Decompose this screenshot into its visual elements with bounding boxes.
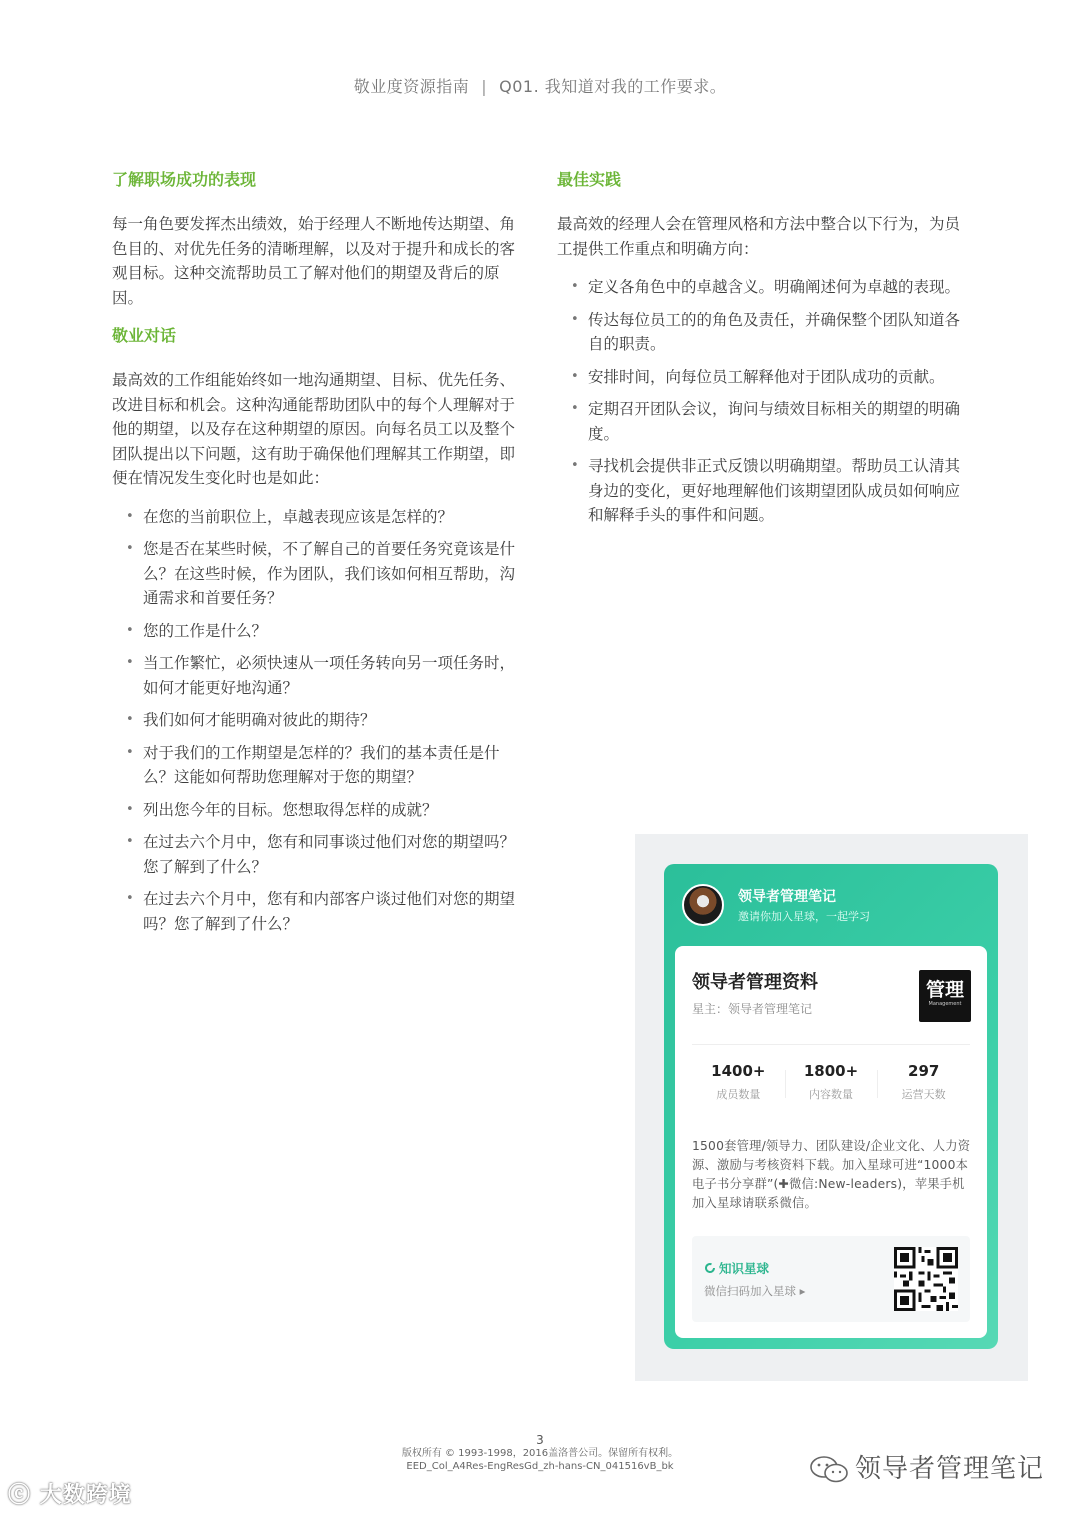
- best-practice-intro: 最高效的经理人会在管理风格和方法中整合以下行为，为员工提供工作重点和明确方向：: [557, 215, 961, 258]
- list-item: • 您是否在某些时候，不了解自己的首要任务究竟该是什么？在这些时候，作为团队，我们该如何相互帮助，沟通需求和首要任务？: [112, 537, 522, 611]
- planet-title: 领导者管理资料: [692, 972, 818, 993]
- list-item: • 您的工作是什么？: [112, 619, 522, 644]
- list-item: • 我们如何才能明确对彼此的期待？: [112, 708, 522, 733]
- scan-to-join[interactable]: 微信扫码加入星球 ▸: [704, 1284, 806, 1298]
- left-column: [112, 168, 522, 944]
- brand-label: 知识星球: [719, 1261, 770, 1276]
- section-paragraph-dialogue: 最高效的工作组能始终如一地沟通期望、目标、优先任务、改进目标和机会。这种沟通能帮助团队中的每个人理解对于他的期望，以及存在这种期望的原因。向每名员工以及整个团队提出以下问题，这有助于确保他们理解其工作期望，即便在情况发生变化时也是如此：: [112, 371, 516, 487]
- zsxq-brand: [704, 1259, 769, 1277]
- stat-value: 297: [908, 1062, 940, 1080]
- section-paragraph-success: 每一角色要发挥杰出绩效，始于经理人不断地传达期望、角色目的、对优先任务的清晰理解，以及对于提升和成长的客观目标。这种交流帮助员工了解对他们的期望及背后的原因。: [112, 215, 516, 307]
- section-heading-dialogue: 敬业对话: [112, 326, 177, 345]
- page-number: 3: [536, 1433, 544, 1447]
- stat-label: 内容数量: [809, 1088, 853, 1101]
- divider: [692, 1044, 970, 1045]
- stat-days: [877, 1062, 970, 1102]
- planet-description: 1500套管理/领导力、团队建设/企业文化、人力资源、激励与考核资料下载。加入星球可进“1000本电子书分享群”(✚微信:New-leaders)，苹果手机加入星球请联系微信。: [692, 1139, 971, 1210]
- doc-code: EED_Col_A4Res-EngResGd_zh-hans-CN_041516vB_bk: [406, 1461, 674, 1472]
- copyright-text: 版权所有 © 1993-1998，2016盖洛普公司。保留所有权利。: [401, 1448, 679, 1459]
- watermark-account: [809, 1448, 1044, 1485]
- watermark-source: [8, 1478, 132, 1509]
- section-heading-best-practice: 最佳实践: [557, 170, 622, 189]
- header-separator: |: [481, 77, 488, 96]
- list-item: • 定义各角色中的卓越含义。明确阐述何为卓越的表现。: [557, 275, 967, 300]
- join-box[interactable]: [692, 1236, 970, 1322]
- watermark-account-name: 领导者管理笔记: [854, 1454, 1044, 1484]
- account-tagline: 邀请你加入星球，一起学习: [738, 910, 870, 923]
- section-heading-success: 了解职场成功的表现: [112, 170, 257, 189]
- wechat-icon: [809, 1455, 849, 1485]
- stat-value: 1400+: [711, 1062, 766, 1080]
- weibo-icon: ⓒ: [8, 1483, 32, 1508]
- page-header: [0, 74, 1080, 97]
- management-logo: [919, 970, 971, 1022]
- question-title: Q01. 我知道对我的工作要求。: [499, 77, 727, 96]
- stat-label: 成员数量: [716, 1088, 761, 1101]
- list-item: • 在过去六个月中，您有和内部客户谈过他们对您的期望吗？您了解到了什么？: [112, 887, 522, 936]
- list-item: • 定期召开团队会议，询问与绩效目标相关的期望的明确度。: [557, 397, 967, 446]
- logo-sub-text: Management: [928, 1001, 962, 1007]
- stat-label: 运营天数: [901, 1088, 946, 1101]
- avatar: [682, 884, 724, 926]
- list-item: • 传达每位员工的的角色及责任，并确保整个团队知道各自的职责。: [557, 308, 967, 357]
- list-item: • 在过去六个月中，您有和同事谈过他们对您的期望吗？您了解到了什么？: [112, 830, 522, 879]
- list-item: • 在您的当前职位上，卓越表现应该是怎样的？: [112, 505, 522, 530]
- qr-code-icon[interactable]: [894, 1247, 958, 1311]
- logo-main-text: 管理: [925, 979, 964, 1001]
- planet-info-box: [675, 946, 987, 1338]
- planet-owner: 星主：领导者管理笔记: [692, 1002, 813, 1016]
- watermark-source-name: 大数跨境: [39, 1483, 132, 1508]
- refresh-icon: [704, 1262, 716, 1274]
- planet-invite-card[interactable]: [664, 864, 998, 1349]
- question-list: [112, 505, 522, 937]
- planet-stats: [692, 1062, 970, 1102]
- list-item: • 对于我们的工作期望是怎样的？我们的基本责任是什么？这能如何帮助您理解对于您的期望？: [112, 741, 522, 790]
- list-item: • 当工作繁忙，必须快速从一项任务转向另一项任务时，如何才能更好地沟通？: [112, 651, 522, 700]
- stat-members: [692, 1062, 785, 1102]
- account-name: 领导者管理笔记: [738, 889, 836, 905]
- stat-content: [785, 1062, 878, 1102]
- stat-value: 1800+: [803, 1062, 859, 1080]
- practice-list: [557, 275, 967, 528]
- doc-title: 敬业度资源指南: [353, 77, 470, 96]
- promo-panel: [635, 834, 1028, 1381]
- list-item: • 寻找机会提供非正式反馈以明确期望。帮助员工认清其身边的变化，更好地理解他们该期望团队成员如何响应和解释手头的事件和问题。: [557, 454, 967, 528]
- right-column: [557, 168, 967, 536]
- list-item: • 安排时间，向每位员工解释他对于团队成功的贡献。: [557, 365, 967, 390]
- list-item: • 列出您今年的目标。您想取得怎样的成就？: [112, 798, 522, 823]
